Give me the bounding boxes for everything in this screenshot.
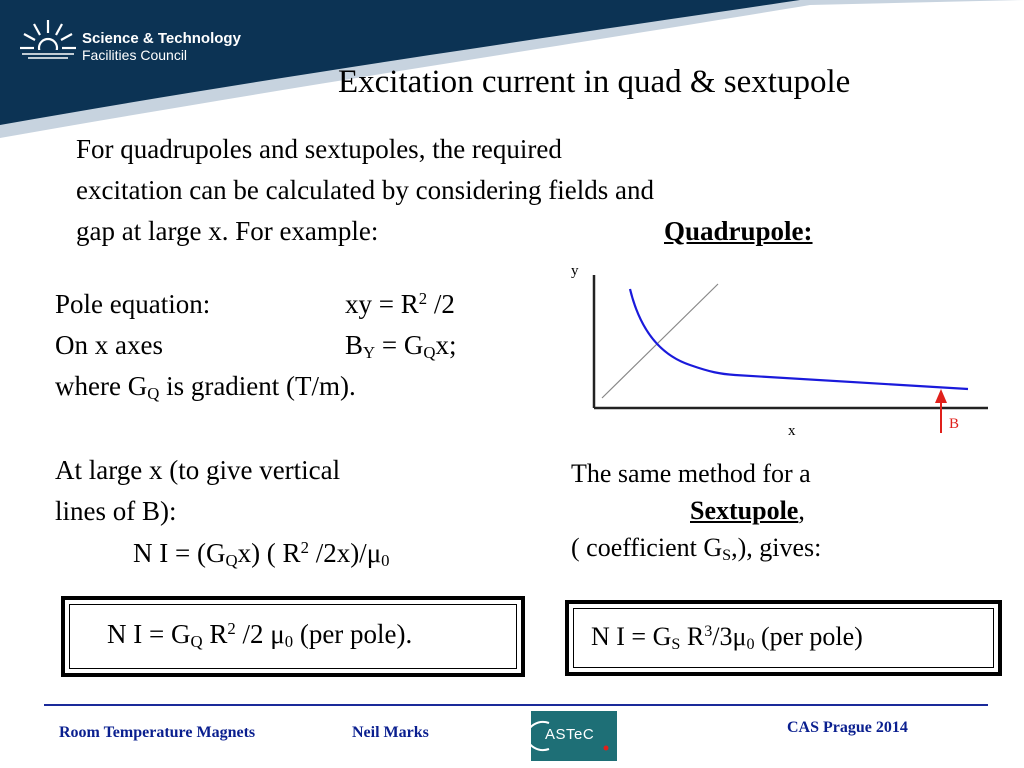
quad-result-box <box>61 596 525 677</box>
intro-paragraph <box>76 129 654 252</box>
sextupole-result-formula: N $I = G_S$ $R^3/3\mu_0$ (per pole) <box>591 622 863 654</box>
sextupole-coefficient: ( coefficient $G_S$,), gives: <box>571 533 822 565</box>
b-arrow-head <box>935 389 947 403</box>
footer-course: Room Temperature Magnets <box>59 724 256 741</box>
sextupole-heading: Sextupole <box>690 496 799 525</box>
ni-derivation: N $I = (G_Qx)$ ( $R^2$ $/2x)/\mu_0$ <box>133 537 390 571</box>
footer-event: CAS Prague 2014 <box>787 719 908 736</box>
intro-line1: For quadrupoles and sextupoles, the required <box>76 134 562 164</box>
stfc-logo-text <box>82 30 241 64</box>
x-axis-label: x <box>788 423 796 439</box>
axes-equation: $B_Y = G_Qx$; <box>345 330 457 363</box>
slide-title: Excitation current in quad & sextupole <box>338 64 851 100</box>
y-axis-label: y <box>571 263 579 279</box>
footer-author: Neil Marks <box>352 724 429 741</box>
gradient-definition: where $G_Q$ is gradient (T/m). <box>55 371 356 404</box>
sextupole-text <box>571 455 821 566</box>
large-x-text: At large x (to give vertical lines of B): <box>55 455 341 526</box>
intro-line3: gap at large x. For example: <box>76 216 379 246</box>
pole-equation-label: Pole equation: <box>55 289 211 319</box>
b-label: B <box>949 416 960 432</box>
footer-rule <box>44 704 988 706</box>
astec-logo-icon <box>531 711 617 761</box>
pole-profile-curve <box>630 289 968 389</box>
diagonal-line <box>602 284 718 398</box>
sextupole-result-box <box>565 600 1002 676</box>
logo-line1: Science & Technology <box>82 30 241 47</box>
logo-line2: Facilities Council <box>82 47 188 63</box>
quadrupole-heading: Quadrupole: <box>664 216 813 246</box>
intro-line2: excitation can be calculated by considering fields and <box>76 175 655 205</box>
stfc-sun-logo-icon <box>20 18 76 66</box>
pole-equation: xy = $R^2$ /2 <box>345 288 455 319</box>
astec-logo-text: ASTeC <box>545 726 595 743</box>
quadrupole-pole-diagram <box>560 255 1000 445</box>
quad-result-formula: N $I = G_Q$ $R^2$ /2 $\mu_0$ (per pole). <box>107 618 413 652</box>
sextupole-line1: The same method for a <box>571 459 811 488</box>
axes-label: On x axes <box>55 330 163 360</box>
sextupole-heading-line: Sextupole, <box>690 496 805 525</box>
